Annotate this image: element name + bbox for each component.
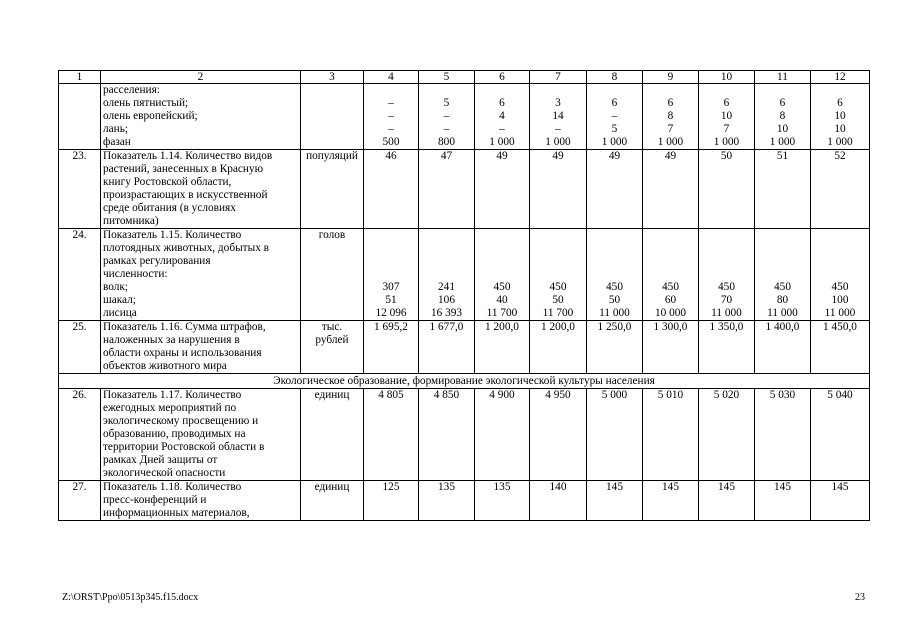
footer-file-path: Z:\ORST\Ppo\0513p345.f15.docx (62, 592, 199, 603)
section-heading: Экологическое образование, формирование экологической культуры населения (59, 374, 870, 389)
value-line: 6 (837, 97, 843, 109)
value-line: 51 (776, 150, 789, 162)
unit-of-measure (301, 389, 364, 481)
description-line: расселения: (103, 84, 160, 96)
year-value-cell (811, 321, 870, 374)
value-line: 1 000 (601, 136, 628, 148)
value-line: 60 (664, 294, 677, 306)
description-line: среде обитания (в условиях (103, 202, 236, 214)
value-line: 10 (834, 123, 846, 135)
year-value-cell (811, 481, 870, 521)
value-line: 16 393 (430, 307, 463, 319)
table-row (59, 389, 870, 481)
unit-of-measure (301, 481, 364, 521)
value-line: – (443, 110, 450, 122)
column-number-cell: 6 (475, 71, 530, 84)
value-line (366, 229, 416, 242)
value-line: 1 000 (827, 136, 853, 148)
value-line (589, 255, 640, 268)
description-line: информационных материалов, (103, 507, 250, 519)
unit-of-measure (301, 321, 364, 374)
year-value-cell (364, 150, 419, 229)
value-line: 8 (779, 110, 786, 122)
unit-of-measure (301, 229, 364, 321)
year-value-cell (530, 389, 587, 481)
year-value-cell (811, 84, 870, 150)
year-value-cell (699, 481, 755, 521)
year-value-cell (755, 229, 811, 321)
year-value-cell (475, 150, 530, 229)
year-value-cell (699, 229, 755, 321)
indicator-description (101, 481, 301, 521)
unit-line: голов (318, 229, 346, 241)
year-value-cell (530, 150, 587, 229)
unit-line: рублей (315, 334, 349, 346)
indicator-description (101, 229, 301, 321)
value-line (477, 84, 527, 97)
value-line: 49 (608, 150, 621, 162)
value-line: 135 (493, 481, 511, 493)
value-line: 6 (667, 97, 674, 109)
year-value-cell (419, 321, 475, 374)
value-line: 6 (779, 97, 786, 109)
value-line (813, 255, 867, 268)
indicator-description (101, 150, 301, 229)
description-line: фазан (103, 136, 131, 148)
value-line: 1 300,0 (653, 321, 688, 333)
row-number: 25. (59, 321, 101, 374)
value-line: 50 (552, 294, 564, 306)
description-line: питомника) (103, 215, 159, 227)
section-row (59, 374, 870, 389)
value-line: 11 700 (542, 307, 574, 319)
value-line (589, 229, 640, 242)
table-row (59, 229, 870, 321)
year-value-cell (419, 481, 475, 521)
value-line: 47 (440, 150, 453, 162)
year-value-cell (587, 321, 643, 374)
year-value-cell (643, 389, 699, 481)
row-number: 23. (59, 150, 101, 229)
value-line: 6 (611, 97, 618, 109)
value-line (477, 268, 527, 281)
value-line: 125 (382, 481, 400, 493)
description-line: олень пятнистый; (103, 97, 189, 109)
year-value-cell (530, 481, 587, 521)
year-value-cell (699, 321, 755, 374)
year-value-cell (419, 389, 475, 481)
value-line: – (388, 110, 394, 122)
value-line (645, 242, 696, 255)
value-line: 307 (382, 281, 400, 293)
value-line: 450 (774, 281, 791, 293)
description-line: объектов животного мира (103, 360, 227, 372)
value-line: 140 (549, 481, 567, 493)
value-line (589, 242, 640, 255)
value-line (421, 84, 472, 97)
value-line: 106 (438, 294, 455, 306)
value-line: 5 040 (827, 389, 853, 401)
unit-line: тыс. (321, 321, 343, 333)
value-line: 145 (606, 481, 623, 493)
year-value-cell (419, 84, 475, 150)
unit-of-measure (301, 150, 364, 229)
year-value-cell (755, 389, 811, 481)
year-value-cell (755, 481, 811, 521)
value-line (757, 242, 808, 255)
row-number: 26. (59, 389, 101, 481)
value-line: 11 000 (711, 307, 742, 319)
column-number-cell: 9 (643, 71, 699, 84)
column-number-cell: 12 (811, 71, 870, 84)
year-value-cell (530, 84, 587, 150)
description-line: рамках регулирования (103, 255, 211, 267)
value-line (532, 255, 584, 268)
unit-line: единиц (314, 389, 350, 401)
value-line: 5 (611, 123, 618, 135)
value-line: 50 (608, 294, 621, 306)
year-value-cell (530, 321, 587, 374)
value-line: 1 677,0 (429, 321, 464, 333)
year-value-cell (755, 321, 811, 374)
value-line: – (443, 123, 450, 135)
value-line (701, 229, 752, 242)
value-line: 7 (667, 123, 674, 135)
value-line (477, 229, 527, 242)
table-row (59, 150, 870, 229)
row-number: 27. (59, 481, 101, 521)
value-line (532, 229, 584, 242)
year-value-cell (587, 229, 643, 321)
value-line: 49 (664, 150, 677, 162)
value-line: 241 (438, 281, 455, 293)
value-line (813, 242, 867, 255)
value-line: 1 000 (657, 136, 684, 148)
value-line (477, 255, 527, 268)
year-value-cell (643, 229, 699, 321)
unit-line: единиц (314, 481, 350, 493)
value-line: 5 020 (713, 389, 740, 401)
value-line: 10 (720, 110, 733, 122)
value-line (532, 242, 584, 255)
column-number-cell: 7 (530, 71, 587, 84)
description-line: Показатель 1.16. Сумма штрафов, (103, 321, 266, 333)
column-number-cell: 1 (59, 71, 101, 84)
value-line: 450 (831, 281, 849, 293)
value-line (366, 268, 416, 281)
value-line: 145 (831, 481, 849, 493)
value-line: 1 695,2 (374, 321, 408, 333)
value-line: 80 (776, 294, 789, 306)
value-line: 10 (834, 110, 846, 122)
description-line: Показатель 1.18. Количество (103, 481, 242, 493)
year-value-cell (643, 84, 699, 150)
value-line: 1 000 (769, 136, 796, 148)
year-value-cell (475, 389, 530, 481)
year-value-cell (699, 150, 755, 229)
year-value-cell (364, 321, 419, 374)
column-number-cell: 3 (301, 71, 364, 84)
year-value-cell (643, 481, 699, 521)
value-line: 4 (499, 110, 505, 122)
year-value-cell (643, 150, 699, 229)
value-line (532, 84, 584, 97)
page-number: 23 (855, 592, 865, 603)
year-value-cell (587, 389, 643, 481)
value-line (701, 84, 752, 97)
year-value-cell (419, 150, 475, 229)
year-value-cell (364, 84, 419, 150)
value-line: – (388, 97, 394, 109)
description-line: пресс-конференций и (103, 494, 207, 506)
value-line (421, 242, 472, 255)
year-value-cell (364, 229, 419, 321)
value-line: 46 (385, 150, 397, 162)
value-line: 49 (552, 150, 564, 162)
value-line (813, 229, 867, 242)
description-line: лисица (103, 307, 137, 319)
value-line: 40 (496, 294, 508, 306)
year-value-cell (755, 150, 811, 229)
value-line (701, 242, 752, 255)
value-line: 3 (555, 97, 561, 109)
value-line: 6 (723, 97, 730, 109)
table-body (59, 71, 870, 521)
description-line: растений, занесенных в Красную (103, 163, 264, 175)
value-line: 500 (382, 136, 400, 148)
value-line (757, 255, 808, 268)
year-value-cell (587, 150, 643, 229)
description-line: шакал; (103, 294, 136, 306)
value-line: 12 096 (375, 307, 407, 319)
value-line: 1 000 (713, 136, 740, 148)
value-line (589, 84, 640, 97)
year-value-cell (475, 84, 530, 150)
year-value-cell (475, 481, 530, 521)
indicator-description (101, 321, 301, 374)
year-value-cell (811, 150, 870, 229)
value-line: 145 (718, 481, 735, 493)
unit-of-measure (301, 84, 364, 150)
description-line: ежегодных мероприятий по (103, 402, 237, 414)
description-line: Показатель 1.14. Количество видов (103, 150, 273, 162)
value-line: 1 450,0 (823, 321, 857, 333)
value-line: 100 (831, 294, 849, 306)
value-line (421, 255, 472, 268)
value-line: 450 (606, 281, 623, 293)
year-value-cell (811, 389, 870, 481)
value-line: 10 (776, 123, 789, 135)
value-line: 145 (662, 481, 679, 493)
description-line: книгу Ростовской области, (103, 176, 232, 188)
column-number-cell: 5 (419, 71, 475, 84)
column-number-cell: 2 (101, 71, 301, 84)
value-line: 4 850 (433, 389, 460, 401)
value-line: 70 (720, 294, 733, 306)
description-line: образованию, проводимых на (103, 428, 246, 440)
year-value-cell (530, 229, 587, 321)
row-number (59, 84, 101, 150)
description-line: рамках Дней защиты от (103, 454, 218, 466)
year-value-cell (364, 389, 419, 481)
value-line: 14 (552, 110, 564, 122)
value-line: 4 950 (545, 389, 571, 401)
value-line: 1 250,0 (597, 321, 632, 333)
year-value-cell (587, 84, 643, 150)
table-row (59, 84, 870, 150)
value-line (757, 84, 808, 97)
value-line: 145 (774, 481, 791, 493)
year-value-cell (475, 321, 530, 374)
description-line: территории Ростовской области в (103, 441, 265, 453)
table-row (59, 321, 870, 374)
value-line: – (555, 123, 561, 135)
column-number-cell: 11 (755, 71, 811, 84)
indicator-description (101, 84, 301, 150)
description-line: Показатель 1.17. Количество (103, 389, 242, 401)
value-line: 8 (667, 110, 674, 122)
indicator-table (58, 70, 870, 521)
description-line: плотоядных животных, добытых в (103, 242, 269, 254)
value-line (645, 255, 696, 268)
year-value-cell (587, 481, 643, 521)
value-line: 11 000 (767, 307, 798, 319)
year-value-cell (755, 84, 811, 150)
value-line: 11 000 (599, 307, 630, 319)
value-line: 6 (499, 97, 505, 109)
value-line: 450 (662, 281, 679, 293)
value-line (701, 255, 752, 268)
value-line: 1 350,0 (709, 321, 744, 333)
value-line (366, 242, 416, 255)
value-line (757, 268, 808, 281)
column-number-header-row (59, 71, 870, 84)
column-number-cell: 8 (587, 71, 643, 84)
description-line: Показатель 1.15. Количество (103, 229, 242, 241)
value-line (645, 84, 696, 97)
value-line: 50 (720, 150, 733, 162)
value-line (532, 268, 584, 281)
row-number: 24. (59, 229, 101, 321)
value-line: 1 200,0 (485, 321, 519, 333)
value-line (645, 229, 696, 242)
value-line (477, 242, 527, 255)
value-line (757, 229, 808, 242)
value-line: 10 000 (654, 307, 687, 319)
table-row (59, 481, 870, 521)
value-line (589, 268, 640, 281)
value-line: 5 030 (769, 389, 796, 401)
description-line: области охраны и использования (103, 347, 262, 359)
value-line: 5 000 (601, 389, 628, 401)
year-value-cell (811, 229, 870, 321)
value-line: 450 (493, 281, 511, 293)
value-line: 450 (549, 281, 567, 293)
value-line: 1 000 (489, 136, 515, 148)
value-line: 11 000 (824, 307, 856, 319)
value-line (813, 84, 867, 97)
unit-line: популяций (306, 150, 358, 162)
column-number-cell: 10 (699, 71, 755, 84)
description-line: экологическому просвещению и (103, 415, 259, 427)
value-line: 800 (438, 136, 455, 148)
value-line: 52 (834, 150, 846, 162)
description-line: волк; (103, 281, 129, 293)
value-line: 135 (438, 481, 455, 493)
value-line: 51 (385, 294, 397, 306)
year-value-cell (699, 84, 755, 150)
value-line: 5 (443, 97, 450, 109)
description-line: численности: (103, 268, 168, 280)
value-line: 49 (496, 150, 508, 162)
value-line: – (388, 123, 394, 135)
value-line (366, 84, 416, 97)
value-line: 1 400,0 (765, 321, 800, 333)
value-line: – (499, 123, 505, 135)
value-line (366, 255, 416, 268)
value-line (421, 229, 472, 242)
value-line: 7 (723, 123, 730, 135)
description-line: олень европейский; (103, 110, 198, 122)
value-line (701, 268, 752, 281)
description-line: экологической опасности (103, 467, 226, 479)
year-value-cell (699, 389, 755, 481)
description-line: наложенных за нарушения в (103, 334, 240, 346)
value-line: 1 000 (545, 136, 571, 148)
value-line: 11 700 (486, 307, 518, 319)
value-line: – (611, 110, 618, 122)
value-line: 4 805 (378, 389, 404, 401)
year-value-cell (419, 229, 475, 321)
description-line: лань; (103, 123, 128, 135)
indicator-description (101, 389, 301, 481)
value-line: 450 (718, 281, 735, 293)
description-line: произрастающих в искусственной (103, 189, 268, 201)
year-value-cell (643, 321, 699, 374)
value-line (645, 268, 696, 281)
value-line: 4 900 (489, 389, 515, 401)
value-line: 1 200,0 (541, 321, 575, 333)
value-line (421, 268, 472, 281)
year-value-cell (364, 481, 419, 521)
column-number-cell: 4 (364, 71, 419, 84)
value-line: 5 010 (657, 389, 684, 401)
year-value-cell (475, 229, 530, 321)
value-line (813, 268, 867, 281)
